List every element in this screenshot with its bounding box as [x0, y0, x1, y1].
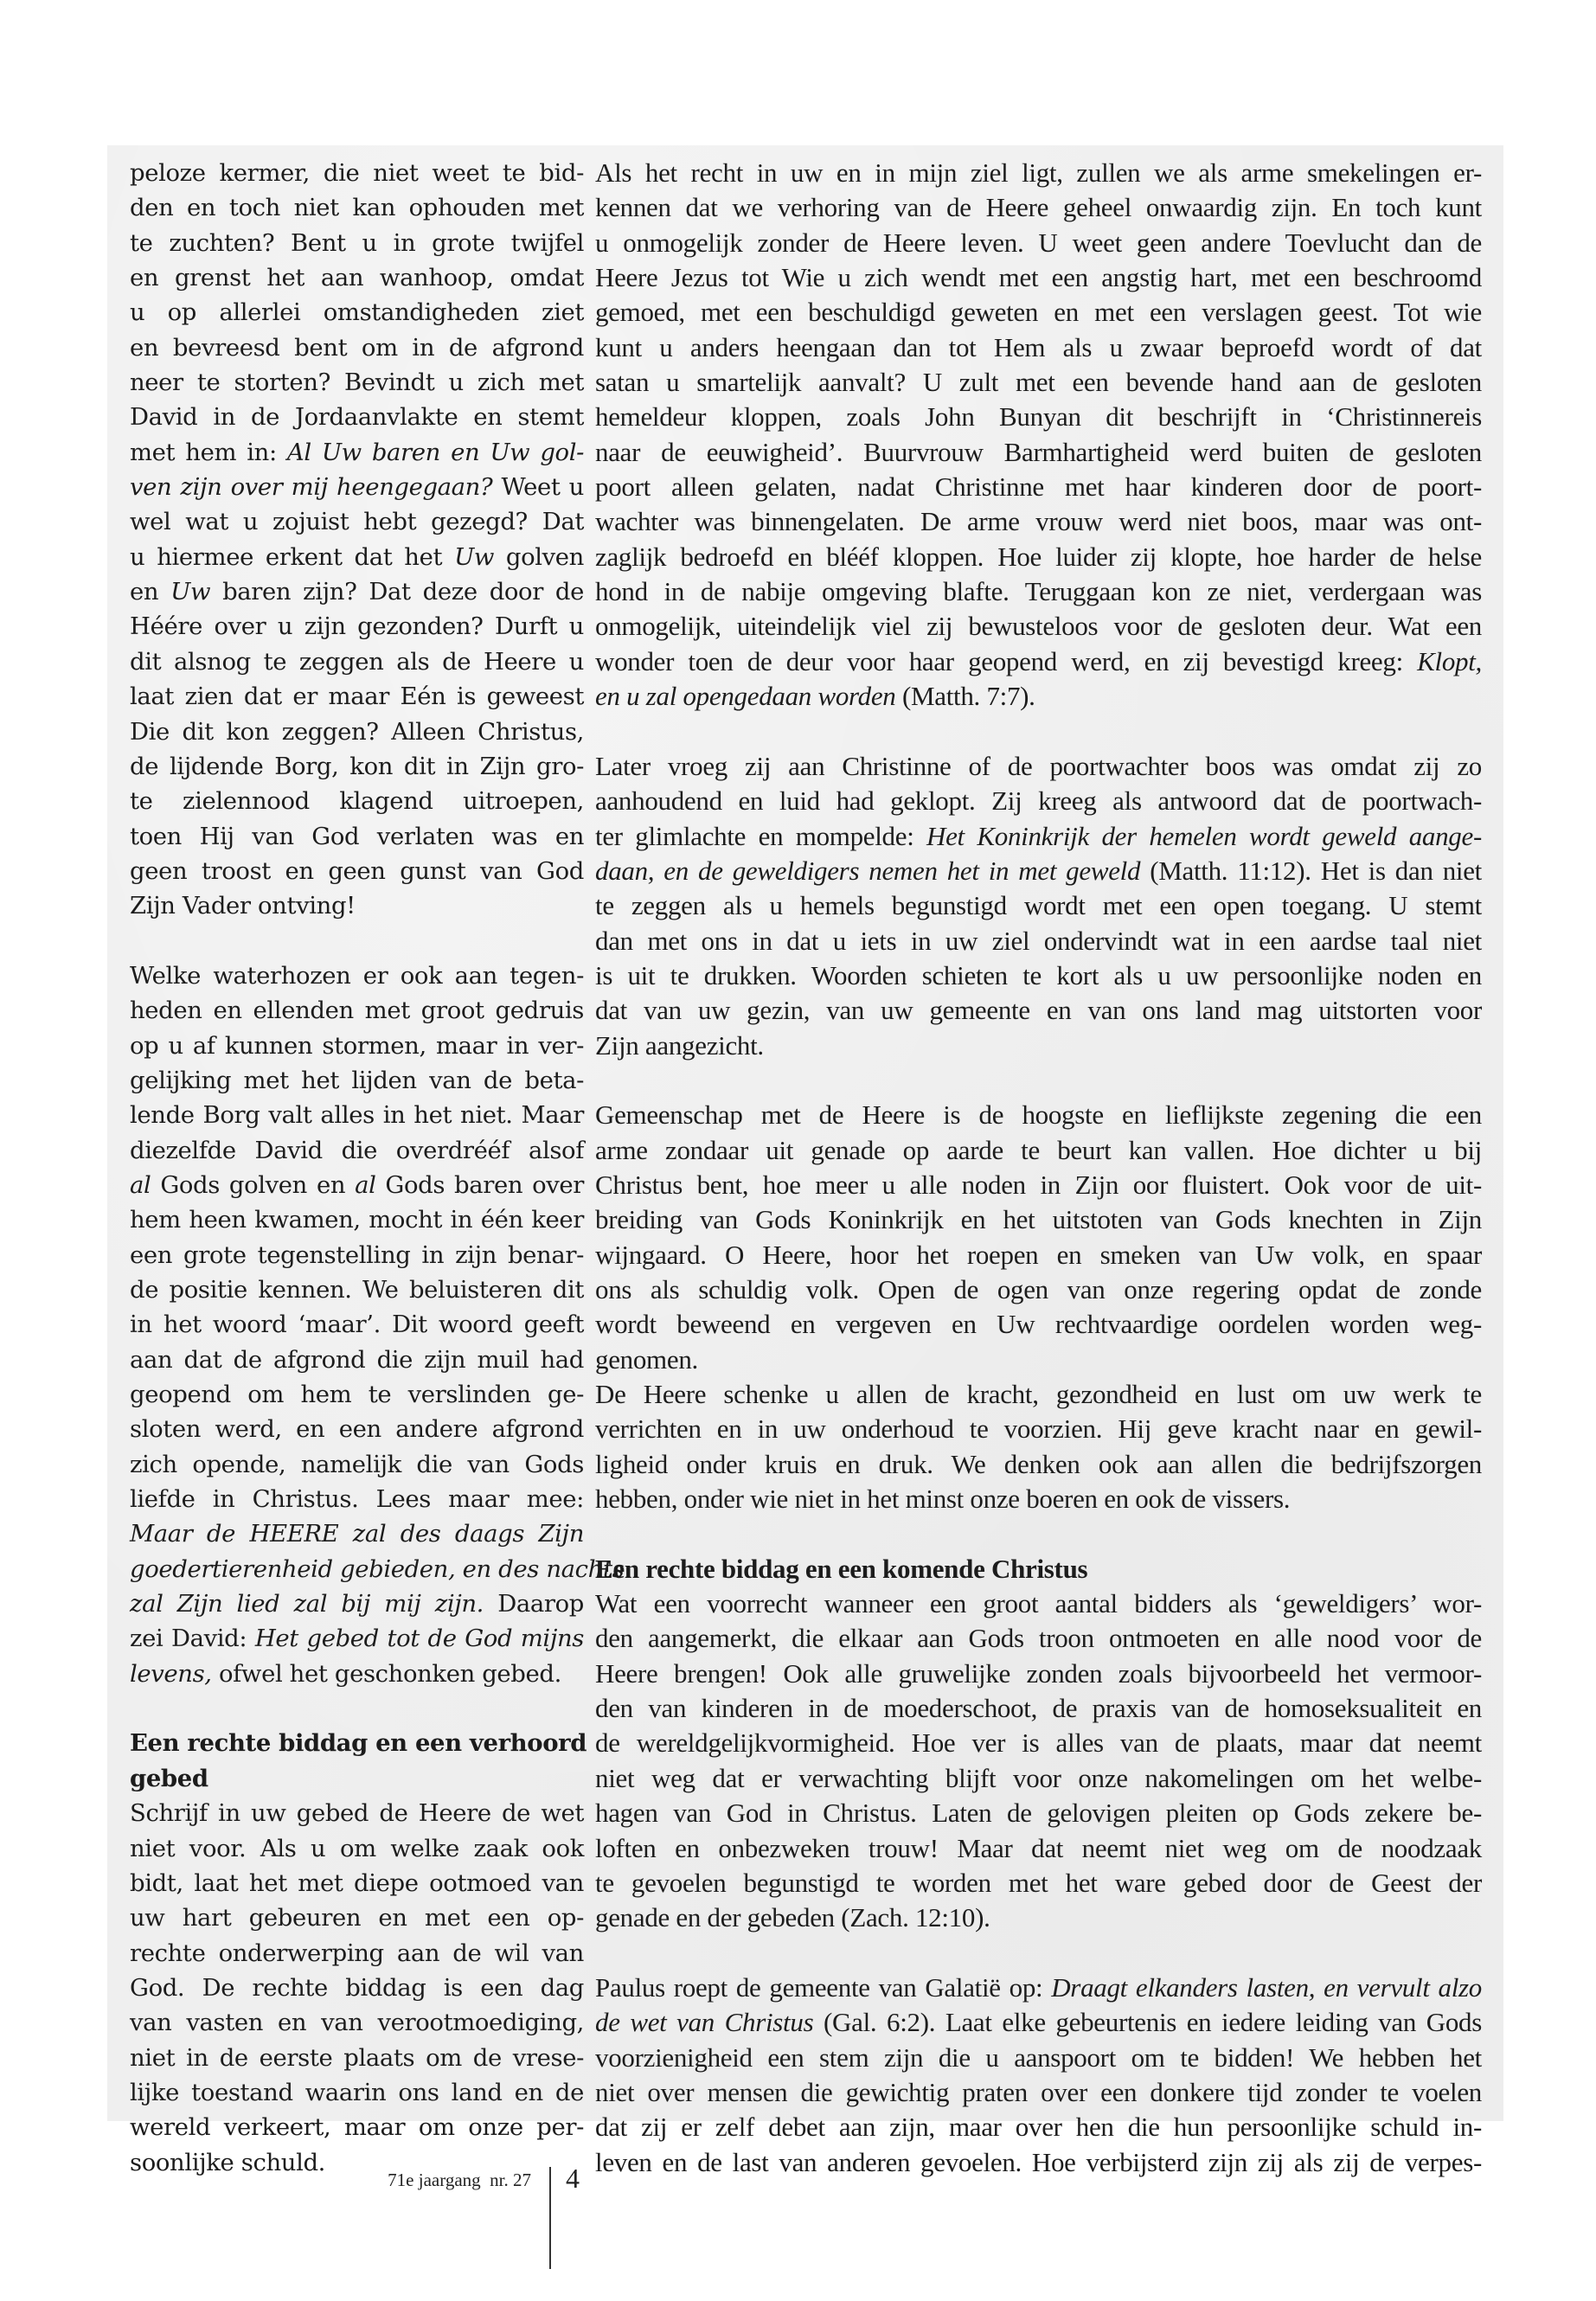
- text-run: geopend om hem te verslinden ge-: [130, 1381, 584, 1409]
- text-line: [130, 1098, 584, 1132]
- text-run: is uit te drukken. Woorden schieten te kort als u uw persoonlijke noden en: [595, 959, 1482, 990]
- text-run: niet weg dat er verwachting blijft voor onze nakomelingen om het welbe-: [595, 1762, 1482, 1793]
- text-run: wachter was binnengelaten. De arme vrouw werd niet boos, maar was ont-: [595, 506, 1482, 537]
- text-run: u op allerlei omstandigheden ziet: [130, 298, 584, 327]
- text-run: heden en ellenden met groot gedruis: [130, 997, 584, 1025]
- text-line: [130, 190, 584, 225]
- text-line: [595, 854, 1482, 888]
- italic-quote: Klopt,: [1417, 645, 1482, 676]
- text-run: en bevreesd bent om in de afgrond: [130, 333, 584, 362]
- text-line: [595, 1447, 1482, 1482]
- text-line: [130, 784, 584, 818]
- text-line: [595, 644, 1482, 679]
- text-line: [130, 1971, 584, 2005]
- text-run: (Gal. 6:2). Laat elke gebeurtenis en iedere leiding van Gods: [813, 2007, 1483, 2038]
- text-run: wordt beweend en vergeven en Uw rechtvaardige oordelen worden weg-: [595, 1309, 1482, 1340]
- text-line: [130, 2110, 584, 2144]
- text-run: God. De rechte biddag is een dag: [130, 1973, 584, 2002]
- text-run: onmogelijk, uiteindelijk viel zij bewusteloos voor de gesloten deur. Wat een: [595, 611, 1482, 642]
- text-run: Zijn aangezicht.: [595, 1029, 764, 1061]
- text-run: laat zien dat er maar Eén is geweest: [130, 683, 584, 711]
- text-run: Een rechte biddag en een komende Christus: [595, 1553, 1088, 1584]
- text-line: [595, 1343, 1482, 1377]
- text-line: [130, 819, 584, 854]
- text-line: [130, 470, 584, 504]
- text-run: Christus bent, hoe meer u alle noden in Zijn oor fluistert. Ook voor de uit-: [595, 1169, 1482, 1200]
- text-line: [130, 2075, 584, 2110]
- text-line: [595, 1307, 1482, 1342]
- text-run: poort alleen gelaten, nadat Christinne met haar kinderen door de poort-: [595, 471, 1482, 503]
- text-run: dat van uw gezin, van uw gemeente en van ons land mag uitstorten voor: [595, 995, 1482, 1026]
- text-run: uw hart gebeuren en met een op-: [130, 1904, 584, 1932]
- text-line: [595, 2145, 1482, 2180]
- text-run: Héére over u zijn gezonden? Durft u: [130, 612, 584, 641]
- text-line: [595, 156, 1482, 190]
- text-line: [595, 400, 1482, 434]
- text-line: [595, 1586, 1482, 1621]
- text-line: [595, 609, 1482, 644]
- text-line: [595, 295, 1482, 330]
- text-run: rechte onderwerping aan de wil van: [130, 1939, 584, 1967]
- footer-divider: [549, 2167, 551, 2269]
- text-run: ligheid onder kruis en druk. We denken ook aan allen die bedrijfszorgen: [595, 1448, 1482, 1479]
- text-line: [130, 1168, 584, 1202]
- text-run: David in de Jordaanvlakte en stemt: [130, 403, 584, 432]
- text-run: gebed: [130, 1764, 208, 1792]
- text-line: [595, 749, 1482, 784]
- text-run: Daarop: [484, 1590, 585, 1618]
- text-run: neer te storten? Bevindt u zich met: [130, 369, 584, 397]
- text-run: voorzienigheid een stem zijn die u aanspoort om te bidden! We hebben het: [595, 2041, 1482, 2073]
- text-run: hond in de nabije omgeving blafte. Teruggaan kon ze niet, verdergaan was: [595, 576, 1482, 607]
- text-run: dat zij er zelf debet aan zijn, maar over hen die hun persoonlijke schuld in-: [595, 2112, 1482, 2143]
- text-run: Als het recht in uw en in mijn ziel ligt, zullen we als arme smekelingen er-: [595, 157, 1482, 188]
- text-run: Zijn Vader ontving!: [130, 892, 356, 920]
- paragraph-gap: [595, 1936, 1482, 1971]
- text-run: en grenst het aan wanhoop, omdat: [130, 264, 584, 292]
- text-run: een grote tegenstelling in zijn benar-: [130, 1240, 584, 1269]
- text-run: te zeggen als u hemels begunstigd wordt met een open toegang. U stemt: [595, 890, 1482, 921]
- text-line: [130, 435, 584, 470]
- text-run: den aangemerkt, die elkaar aan Gods troon ontmoeten en alle nood voor de: [595, 1623, 1482, 1654]
- text-run: verrichten en in uw onderhoud te voorzien. Hij geve kracht naar en gewil-: [595, 1413, 1482, 1445]
- text-line: [595, 958, 1482, 993]
- text-run: kennen dat we verhoring van de Heere geheel onwaardig zijn. En toch kunt: [595, 192, 1482, 223]
- text-line: [130, 644, 584, 679]
- text-line: [130, 679, 584, 714]
- italic-quote: Uw: [454, 542, 494, 571]
- text-run: u onmogelijk zonder de Heere leven. U weet geen andere Toevlucht dan de: [595, 227, 1482, 258]
- text-run: te zuchten? Bent u in grote twijfel: [130, 228, 584, 257]
- text-line: [130, 958, 584, 993]
- text-run: Wat een voorrecht wanneer een groot aantal bidders als ‘geweldigers’ wor-: [595, 1588, 1482, 1619]
- text-line: [595, 1272, 1482, 1307]
- text-run: Later vroeg zij aan Christinne of de poortwachter boos was omdat zij zo: [595, 750, 1482, 781]
- text-line: [130, 1482, 584, 1516]
- text-line: [130, 1202, 584, 1237]
- text-line: [595, 330, 1482, 365]
- text-run: aan dat de afgrond die zijn muil had: [130, 1345, 584, 1374]
- text-line: [130, 1796, 584, 1830]
- text-run: Weet u: [492, 473, 584, 502]
- text-run: loften en onbezweken trouw! Maar dat neemt niet weg om de noodzaak: [595, 1832, 1482, 1863]
- text-run: niet voor. Als u om welke zaak ook: [130, 1834, 584, 1862]
- text-line: [130, 854, 584, 888]
- text-run: de wereldgelijkvormigheid. Hoe ver is alles van de plaats, maar dat neemt: [595, 1727, 1482, 1759]
- text-run: wereld verkeert, maar om onze per-: [130, 2113, 584, 2142]
- italic-quote: al: [130, 1170, 151, 1199]
- text-run: wonder toen de deur voor haar geopend werd, en zij bevestigd kreeg:: [595, 645, 1418, 676]
- section-heading-line: [130, 1726, 587, 1760]
- text-line: [595, 679, 1482, 714]
- text-run: zich opende, namelijk die van Gods: [130, 1450, 584, 1478]
- text-run: bidt, laat het met diepe ootmoed van: [130, 1868, 584, 1897]
- text-run: Gods golven en: [151, 1170, 356, 1199]
- text-line: [595, 260, 1482, 295]
- text-run: sloten werd, en een andere afgrond: [130, 1415, 584, 1444]
- text-line: [595, 504, 1482, 539]
- text-line: [130, 1900, 584, 1935]
- text-line: [595, 226, 1482, 260]
- text-line: [130, 540, 584, 574]
- text-run: dit alsnog te zeggen als de Heere u: [130, 647, 584, 676]
- text-line: [595, 1621, 1482, 1656]
- italic-quote: Al Uw baren en Uw gol-: [286, 438, 584, 466]
- text-run: De Heere schenke u allen de kracht, gezondheid en lust om uw werk te: [595, 1379, 1482, 1410]
- italic-quote: ven zijn over mij heengegaan?: [130, 473, 493, 502]
- text-run: zaglijk bedroefd en blééf kloppen. Hoe luider zij klopte, hoe harder de helse: [595, 541, 1482, 572]
- text-line: [595, 1377, 1482, 1412]
- text-run: peloze kermer, die niet weet te bid-: [130, 159, 584, 187]
- text-line: [130, 993, 584, 1028]
- text-line: [595, 1202, 1482, 1237]
- text-line: [130, 1133, 584, 1168]
- text-line: [595, 1098, 1482, 1132]
- text-line: [595, 1971, 1482, 2005]
- text-line: [130, 1831, 584, 1866]
- text-run: breiding van Gods Koninkrijk en het uitstoten van Gods knechten in Zijn: [595, 1204, 1482, 1235]
- text-run: de positie kennen. We beluisteren dit: [130, 1276, 584, 1304]
- italic-quote: en u zal opengedaan worden: [595, 681, 896, 712]
- text-run: lende Borg valt alles in het niet. Maar: [130, 1101, 584, 1130]
- text-line: [130, 1307, 584, 1342]
- text-line: [595, 190, 1482, 225]
- paragraph-gap: [595, 715, 1482, 749]
- text-run: gelijking met het lijden van de beta-: [130, 1066, 584, 1094]
- text-line: [130, 1272, 584, 1307]
- paragraph-gap: [595, 1516, 1482, 1551]
- text-run: Paulus roept de gemeente van Galatië op:: [595, 1971, 1052, 2003]
- text-line: [130, 1866, 584, 1900]
- text-line: [595, 1761, 1482, 1796]
- text-run: Schrijf in uw gebed de Heere de wet: [130, 1799, 584, 1828]
- text-run: Heere Jezus tot Wie u zich wendt met een angstig hart, met een beschroomd: [595, 262, 1482, 293]
- text-line: [595, 365, 1482, 400]
- italic-quote: de wet van Christus: [595, 2007, 814, 2038]
- text-run: niet in de eerste plaats om de vrese-: [130, 2043, 584, 2072]
- text-line: [130, 156, 584, 190]
- italic-quote: Het gebed tot de God mijns: [254, 1625, 584, 1653]
- text-line: [130, 1412, 584, 1446]
- text-run: hemeldeur kloppen, zoals John Bunyan dit beschrijft in ‘Christinnereis: [595, 401, 1482, 433]
- text-run: wel wat u zojuist hebt gezegd? Dat: [130, 508, 584, 536]
- text-line: [595, 470, 1482, 504]
- text-line: [130, 1936, 584, 1971]
- text-line: [595, 2041, 1482, 2075]
- text-line: [130, 330, 584, 365]
- text-run: u hiermee erkent dat het: [130, 542, 455, 571]
- text-run: van vasten en van verootmoediging,: [130, 2009, 584, 2037]
- text-line: [130, 2041, 584, 2075]
- text-run: geen troost en geen gunst van God: [130, 856, 584, 885]
- text-run: Gods baren over: [375, 1170, 584, 1199]
- text-run: (Matth. 7:7).: [895, 681, 1035, 712]
- text-line: [595, 1412, 1482, 1446]
- text-line: [595, 2075, 1482, 2110]
- text-run: toen Hij van God verlaten was en: [130, 822, 584, 850]
- issue-label: 71e jaargang nr. 27: [388, 2170, 531, 2190]
- italic-quote: Uw: [170, 578, 211, 606]
- paragraph-gap: [130, 1691, 584, 1726]
- paragraph-gap: [595, 1063, 1482, 1098]
- text-line: [130, 1447, 584, 1482]
- page-number: 4: [566, 2163, 580, 2194]
- italic-quote: al: [355, 1170, 376, 1199]
- text-run: Een rechte biddag en een verhoord: [130, 1729, 587, 1758]
- text-line: [130, 2005, 584, 2040]
- text-line: [595, 435, 1482, 470]
- text-line: [130, 1621, 584, 1656]
- italic-quote: Het Koninkrijk der hemelen wordt geweld aange-: [926, 820, 1482, 851]
- italic-quote: daan, en de geweldigers nemen het in met geweld: [595, 855, 1141, 886]
- text-run: Welke waterhozen er ook aan tegen-: [130, 961, 584, 990]
- text-line: [130, 574, 584, 609]
- italic-quote: goedertierenheid gebieden, en des nachts: [130, 1554, 625, 1583]
- text-line: [595, 784, 1482, 818]
- text-line: [130, 1343, 584, 1377]
- text-line: [130, 609, 584, 644]
- text-run: niet over mensen die gewichtig praten over een donkere tijd zonder te voelen: [595, 2076, 1482, 2107]
- text-run: met hem in:: [130, 438, 287, 466]
- section-heading-line: [130, 1761, 584, 1796]
- text-run: diezelfde David die overdrééf alsof: [130, 1136, 584, 1164]
- text-line: [595, 540, 1482, 574]
- text-line: [130, 504, 584, 539]
- text-run: ofwel het geschonken gebed.: [211, 1659, 561, 1688]
- text-line: [130, 1238, 584, 1272]
- text-line: [595, 2110, 1482, 2144]
- text-line: [595, 1691, 1482, 1726]
- text-line: [130, 226, 584, 260]
- text-run: op u af kunnen stormen, maar in ver-: [130, 1031, 584, 1060]
- text-line: [595, 993, 1482, 1028]
- text-line: [595, 1133, 1482, 1168]
- text-line: [595, 1726, 1482, 1760]
- text-line: [595, 1238, 1482, 1272]
- text-run: wijngaard. O Heere, hoor het roepen en smeken van Uw volk, en spaar: [595, 1239, 1482, 1270]
- text-run: soonlijke schuld.: [130, 2148, 326, 2176]
- text-run: dan met ons in dat u iets in uw ziel ondervindt wat in een aardse taal niet: [595, 925, 1482, 956]
- text-run: genade en der gebeden (Zach. 12:10).: [595, 1902, 990, 1933]
- section-heading-line: [595, 1552, 1482, 1586]
- text-line: [595, 1796, 1482, 1830]
- text-run: liefde in Christus. Lees maar mee:: [130, 1485, 584, 1514]
- italic-quote: zal Zijn lied zal bij mij zijn.: [130, 1590, 484, 1618]
- text-run: den en toch niet kan ophouden met: [130, 194, 584, 222]
- text-line: [595, 2005, 1482, 2040]
- text-line: [130, 1063, 584, 1098]
- text-line: [595, 888, 1482, 923]
- text-run: en: [130, 578, 171, 606]
- text-line: [130, 400, 584, 434]
- text-run: den van kinderen in de moederschoot, de praxis van de homoseksualiteit en: [595, 1693, 1482, 1724]
- text-line: [130, 1552, 625, 1586]
- text-run: kunt u anders heengaan dan tot Hem als u zwaar beproefd wordt of dat: [595, 331, 1482, 362]
- text-run: Heere brengen! Ook alle gruwelijke zonden zoals bijvoorbeeld het vermoor-: [595, 1657, 1482, 1689]
- text-run: de lijdende Borg, kon dit in Zijn gro-: [130, 752, 584, 780]
- text-line: [595, 1831, 1482, 1866]
- text-line: [595, 1657, 1482, 1691]
- text-line: [595, 574, 1482, 609]
- text-line: [595, 1900, 1482, 1935]
- text-run: ter glimlachte en mompelde:: [595, 820, 927, 851]
- text-line: [130, 1377, 584, 1412]
- right-text-column: [595, 156, 1482, 2180]
- text-line: [130, 888, 584, 923]
- text-run: Die dit kon zeggen? Alleen Christus,: [130, 717, 584, 746]
- text-run: satan u smartelijk aanvalt? U zult met een bevende hand aan de gesloten: [595, 367, 1482, 398]
- text-line: [130, 749, 584, 784]
- text-run: gemoed, met een beschuldigd geweten en met een verslagen geest. Tot wie: [595, 297, 1482, 328]
- text-run: baren zijn? Dat deze door de: [210, 578, 585, 606]
- text-line: [130, 260, 584, 295]
- text-line: [595, 1029, 1482, 1063]
- text-line: [595, 1866, 1482, 1900]
- text-run: ons als schuldig volk. Open de ogen van onze regering opdat de zonde: [595, 1274, 1482, 1304]
- text-line: [130, 1657, 584, 1691]
- text-line: [595, 819, 1482, 854]
- text-line: [130, 1029, 584, 1063]
- text-run: Gemeenschap met de Heere is de hoogste en lieflijkste zegening die een: [595, 1099, 1482, 1131]
- text-run: genomen.: [595, 1343, 698, 1375]
- text-line: [130, 365, 584, 400]
- text-run: leven en de last van anderen gevoelen. Hoe verbijsterd zijn zij als zij de verpes-: [595, 2146, 1482, 2177]
- text-run: te zielennood klagend uitroepen,: [130, 787, 584, 816]
- italic-quote: Maar de HEERE zal des daags Zijn: [130, 1520, 584, 1548]
- text-run: (Matth. 11:12). Het is dan niet: [1140, 855, 1482, 886]
- text-run: lijke toestand waarin ons land en de: [130, 2078, 584, 2106]
- text-run: hem heen kwamen, mocht in één keer: [130, 1206, 584, 1234]
- left-text-column: [130, 156, 625, 2180]
- text-run: golven: [494, 542, 584, 571]
- italic-quote: levens,: [130, 1659, 212, 1688]
- text-run: zei David:: [130, 1625, 255, 1653]
- text-run: hebben, onder wie niet in het minst onze boeren en ook de vissers.: [595, 1484, 1291, 1515]
- text-line: [595, 1168, 1482, 1202]
- text-run: hagen van God in Christus. Laten de gelovigen pleiten op Gods zekere be-: [595, 1798, 1482, 1829]
- text-line: [130, 1586, 584, 1621]
- text-line: [130, 295, 584, 330]
- italic-quote: Draagt elkanders lasten, en vervult alzo: [1051, 1971, 1482, 2003]
- text-line: [130, 715, 584, 749]
- paragraph-gap: [130, 924, 584, 958]
- text-line: [130, 1516, 584, 1551]
- text-run: arme zondaar uit genade op aarde te beurt kan vallen. Hoe dichter u bij: [595, 1134, 1482, 1165]
- text-line: [595, 1482, 1482, 1516]
- text-run: in het woord ‘maar’. Dit woord geeft: [130, 1311, 584, 1339]
- text-run: aanhoudend en luid had geklopt. Zij kreeg als antwoord dat de poortwach-: [595, 785, 1482, 817]
- text-line: [595, 924, 1482, 958]
- text-run: te gevoelen begunstigd te worden met het ware gebed door de Geest der: [595, 1867, 1482, 1898]
- text-run: naar de eeuwigheid’. Buurvrouw Barmhartigheid werd buiten de gesloten: [595, 436, 1482, 467]
